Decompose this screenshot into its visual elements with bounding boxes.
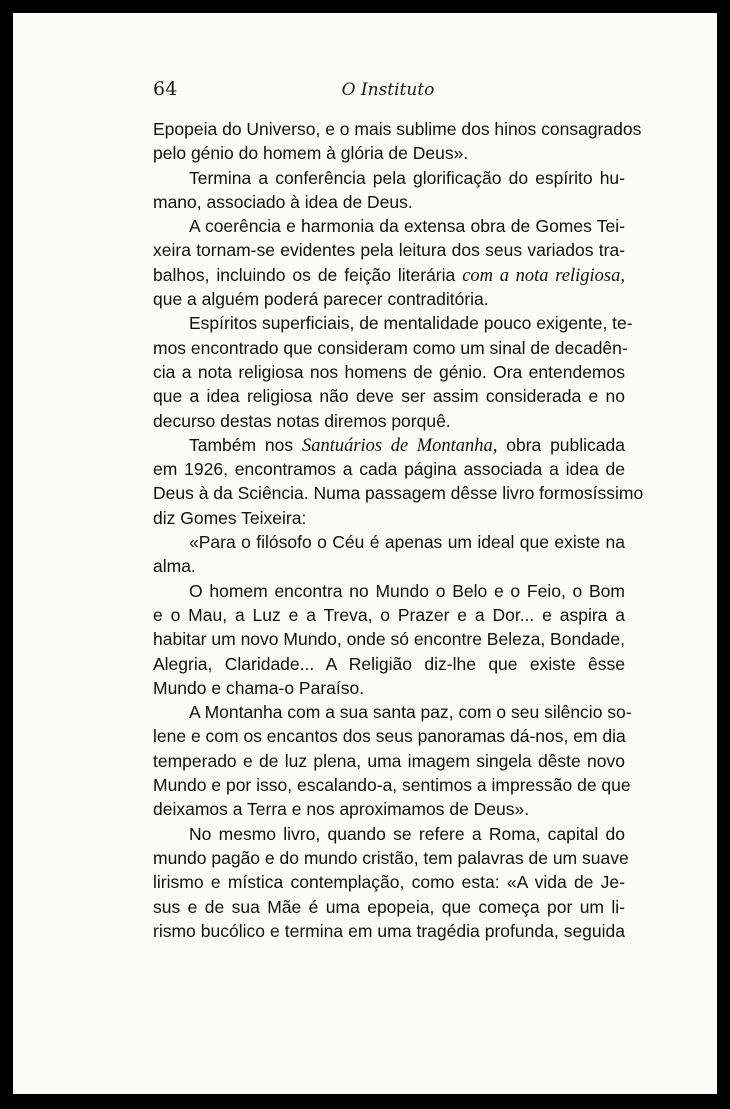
text-line-roman: e o Mau, a Luz e a Treva, o Prazer e a Dor... e aspira a [153,604,625,625]
text-line [153,506,625,530]
text-line [153,676,625,700]
text-line [153,554,625,578]
text-line [153,822,625,846]
text-line-roman: Espíritos superficiais, de mentalidade pouco exigente, te- [189,313,633,334]
text-line-roman: lirismo e mística contemplação, como esta: «A vida de Je- [153,872,625,893]
text-line [153,190,625,214]
text-line-roman: que a idea religiosa não deve ser assim considerada e no [153,386,625,407]
text-line [153,627,625,651]
text-line-roman: diz Gomes Teixeira: [153,507,307,528]
text-line [153,214,625,238]
text-line-roman: A coerência e harmonia da extensa obra de Gomes Tei- [189,216,625,237]
text-line-roman: rismo bucólico e termina em uma tragédia profunda, seguida [153,920,625,941]
text-line [153,724,625,748]
text-line [153,409,625,433]
text-line-roman: Deus à da Sciência. Numa passagem dêsse livro formosíssimo [153,483,644,504]
text-line [153,141,625,165]
text-line [153,117,642,141]
text-line-roman: sus e de sua Mãe é uma epopeia, que começa por um li- [153,896,625,917]
text-line-roman: em 1926, encontramos a cada página associada a idea de [153,459,625,480]
text-line-roman: mos encontrado que consideram como um sinal de decadên- [153,337,628,358]
text-line [153,530,625,554]
text-line [153,336,628,360]
text-line-roman: Epopeia do Universo, e o mais sublime dos hinos consagrados [153,119,642,139]
text-line-roman-tail: obra publicada [497,434,625,455]
text-line [153,384,625,408]
text-line-roman: alma. [153,556,196,577]
text-line [153,700,632,724]
text-line-roman: que a alguém poderá parecer contraditória. [153,289,489,310]
text-line-roman: Termina a conferência pela glorificação do espírito hu- [189,167,625,188]
text-line-roman: Alegria, Claridade... A Religião diz-lhe que existe êsse [153,653,625,674]
text-line [153,749,625,773]
text-line [153,287,625,311]
text-line [153,433,625,457]
text-line [153,166,625,190]
text-line-roman: mano, associado à idea de Deus. [153,191,413,212]
text-line-roman: Mundo e chama-o Paraíso. [153,677,365,698]
text-line-roman: A Montanha com a sua santa paz, com o seu silêncio so- [189,702,632,723]
text-line-roman: pelo génio do homem à glória de Deus». [153,143,469,164]
page-number: 64 [153,78,178,100]
text-line [153,870,625,894]
text-line-roman: Mundo e por isso, escalando-a, sentimos a impressão de que [153,775,631,796]
text-line [153,895,625,919]
text-line-roman: habitar um novo Mundo, onde só encontre Beleza, Bondade, [153,629,625,650]
text-line-roman: mundo pagão e do mundo cristão, tem palavras de um suave [153,847,629,868]
text-line-roman: lene e com os encantos dos seus panoramas dá-nos, em dia [153,726,626,747]
text-line [153,238,625,262]
text-line-italic: Santuários de Montanha, [301,435,498,456]
text-line [153,263,625,287]
text-line-roman: O homem encontra no Mundo o Belo e o Feio, o Bom [189,580,625,601]
book-page [13,13,717,1094]
text-line [153,579,625,603]
body-text [153,117,644,943]
text-line [153,360,625,384]
text-line-roman: xeira tornam-se evidentes pela leitura dos seus variados tra- [153,240,625,261]
text-line-roman: decurso destas notas diremos porquê. [153,410,451,431]
text-line [153,919,625,943]
text-line-roman: deixamos a Terra e nos aproximamos de Deus». [153,799,530,820]
running-title: O Instituto [341,80,435,100]
text-line-roman: cia a nota religiosa nos homens de génio. Ora entendemos [153,361,625,382]
text-line [153,797,625,821]
text-line [153,652,625,676]
text-line-roman: No mesmo livro, quando se refere a Roma, capital do [189,823,625,844]
text-line [153,481,644,505]
text-line [153,311,633,335]
text-line [153,846,629,870]
text-line [153,773,631,797]
text-line-roman: temperado e de luz plena, uma imagem singela dêste novo [153,750,625,771]
text-line-roman: balhos, incluindo os de feição literária [153,264,463,285]
text-line-roman: «Para o filósofo o Céu é apenas um ideal que existe na [189,532,625,553]
text-line-roman: Também nos [189,434,302,455]
page-header [153,78,623,104]
text-line-italic: com a nota religiosa, [462,265,625,286]
text-line [153,603,625,627]
text-line [153,457,625,481]
